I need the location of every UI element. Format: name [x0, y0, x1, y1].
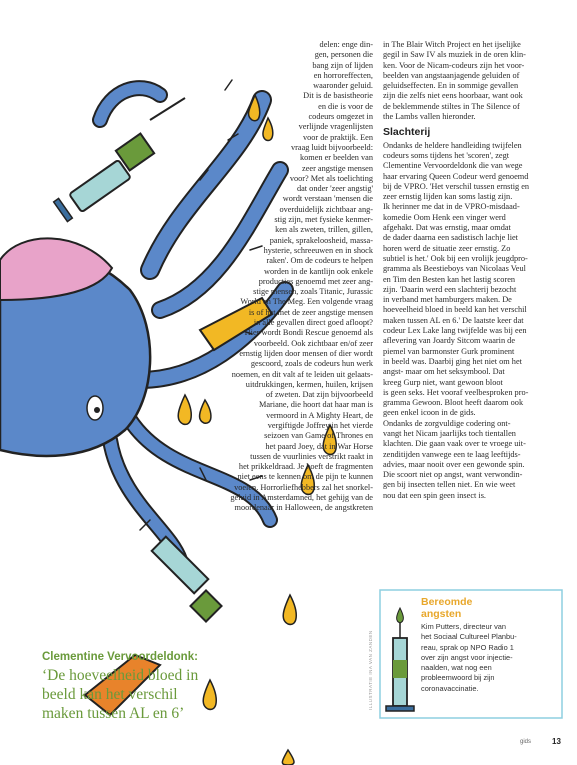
sidebar-title: [421, 596, 561, 620]
sidebar-body: [421, 622, 561, 694]
text-line: stige mensen, zoals Titanic, Jurassic: [253, 287, 373, 297]
pull-quote-name: Clementine Vervoordeldonk:: [42, 651, 198, 663]
text-line: zijn die zelfs niet eens hoorbaar, want ook: [383, 91, 523, 101]
page-number: 13: [552, 737, 561, 746]
pull-quote-line: maken tussen AL en 6’: [42, 705, 185, 722]
text-line: haar ervaring Queen Codeur werd genoemd: [383, 171, 529, 181]
text-line: World en The Meg. Een volgende vraag: [240, 297, 373, 307]
text-line: worden in de kantlijn ook enkele: [264, 266, 373, 276]
sidebar-text-line: over zijn angst voor injectie-: [421, 652, 513, 662]
text-line: gramma Gewoon. Bloot heeft daarom ook: [383, 398, 524, 408]
text-line: hysterie, schreeuwen en in shock: [263, 245, 373, 255]
text-line: het paard Joey, dat in War Horse: [265, 441, 373, 451]
sidebar-text-line: reau, sprak op NPO Radio 1: [421, 642, 514, 652]
text-line: vangt het Nicam jaarlijks toch tientallen: [383, 428, 516, 438]
text-line: verlijnde vragenlijsten: [298, 122, 373, 132]
text-line: codeurs omgezet in: [308, 112, 373, 122]
text-line: kreeg Gurp niet, want gewoon bloot: [383, 377, 503, 387]
sidebar-syringe-icon: [386, 608, 414, 711]
text-line: voelen. Horrorliefhebbers zal het snorkel-: [234, 482, 373, 492]
text-line: moordenaar in Halloween, de angstkreten: [234, 503, 373, 513]
text-line: vergiftigde Joffrey in het vierde: [267, 420, 373, 430]
sidebar-text-line: naalden, wat nog een: [421, 663, 492, 673]
article-column-1: [118, 40, 373, 514]
text-line: codeur Lex Lake lang twijfelde was bij een: [383, 326, 527, 336]
text-line: voor de praktijk. Een: [302, 132, 373, 142]
article-column-2: [383, 40, 555, 501]
text-line: paniek, sprakeloosheid, massa-: [269, 235, 373, 245]
text-line: Clementine Vervoordeldonk die van wege: [383, 161, 523, 171]
text-line: ken. Voor de Nicam-codeurs zijn het voor-: [383, 60, 525, 70]
text-line: voorbeeld. Ook zichtbaar en/of zeer: [253, 338, 373, 348]
text-line: zeer ernstig lijden kan soms lastig zijn.: [383, 192, 513, 202]
text-line: in alle gevallen direct goed afloopt?: [253, 318, 373, 328]
pull-quote-line: beeld kan het verschil: [42, 686, 178, 703]
text-line: waaronder geluid.: [313, 81, 373, 91]
text-line: zeer angstige mensen: [302, 163, 373, 173]
text-line: angst- maar om het seksymbool. Dat: [383, 367, 505, 377]
sidebar-text-line: probleemwoord bij zijn: [421, 673, 495, 683]
text-line: hoeveelheid bloed in beeld kan het verschil: [383, 305, 527, 315]
text-line: nou dat een spin geen insect is.: [383, 490, 486, 500]
text-line: afgehakt. Dat was ernstig, maar omdat: [383, 223, 511, 233]
text-line: Ondanks de heldere handleiding twijfelen: [383, 140, 522, 150]
text-line: vermoord in A Mighty Heart, de: [266, 410, 373, 420]
text-line: overduidelijk zichtbaar ang-: [279, 204, 373, 214]
text-line: stig zijn, met fysieke kenmer-: [274, 215, 373, 225]
sidebar-title-line: angsten: [421, 608, 462, 620]
text-line: voor? Met als toelichting: [289, 173, 373, 183]
sidebar-title-line: Bereomde: [421, 596, 473, 608]
footer-magazine: gids: [520, 739, 532, 745]
text-line: komen er beelden van: [299, 153, 373, 163]
text-line: klachten. Die gaan vaak over te vroege uit-: [383, 439, 526, 449]
text-line: Ik herinner me dat in de VPRO-misdaad-: [383, 202, 520, 212]
text-line: Hier wordt Bondi Rescue genoemd als: [244, 328, 373, 338]
text-line: of zweten. Dat zijn bijvoorbeeld: [265, 390, 373, 400]
text-line: codeurs soms tijdens het 'scoren', zegt: [383, 150, 510, 160]
text-line: komedie Oom Henk een vinger werd: [383, 212, 506, 222]
text-line: en Tim den Besten kan het lastig scoren: [383, 274, 516, 284]
text-line: Die scoort niet op angst, want verwondin-: [383, 470, 523, 480]
sidebar-text-line: Kim Putters, directeur van: [421, 622, 507, 631]
text-line: Mariane, die hoort dat haar man is: [258, 400, 373, 410]
text-line: beelden van angstaanjagende geluiden of: [383, 70, 520, 80]
text-line: Dit is de basistheorie: [303, 91, 373, 101]
sidebar-text-line: coronavaccinatie.: [421, 683, 479, 693]
text-line: en horroreffecten,: [313, 70, 373, 80]
text-line: het prikkeldraad. Je hoeft de fragmenten: [238, 462, 373, 472]
illustration-credit: ILLUSTRATIE INA VAN ZANDEN: [368, 630, 373, 710]
text-line: en die is voor de: [318, 101, 373, 111]
text-line: gen, personen die: [314, 50, 373, 60]
text-line: in beeld was. Daarbij ging het niet om het: [383, 356, 522, 366]
column-2-intro: [383, 40, 555, 122]
sidebar-box: [421, 596, 561, 694]
text-line: gescoord, zoals de codeurs hun werk: [250, 359, 373, 369]
text-line: is of het met de zeer angstige mensen: [248, 307, 373, 317]
text-line: bang zijn of lijden: [312, 60, 373, 70]
text-line: seizoen van Game of Thrones en: [264, 431, 373, 441]
text-line: ken als zweten, trillen, gillen,: [275, 225, 373, 235]
text-line: bij de VPRO. 'Het verschil tussen ernstig en: [383, 181, 530, 191]
text-line: the Lambs vallen hieronder.: [383, 112, 476, 122]
text-line: maken tussen AL en 6.' De laatste keer dat: [383, 315, 524, 325]
text-line: de dader daarna een sadistisch lachje liet: [383, 233, 518, 243]
text-line: geluid in Amsterdamned, het gehijg van de: [230, 493, 373, 503]
column-2-body: [383, 141, 555, 501]
text-line: Ondanks de zorgvuldige codering ont-: [383, 418, 511, 428]
text-line: subtiel is het.' Ook bij een vrolijk jeugdpro-: [383, 253, 528, 263]
text-line: uitdrukkingen, kermen, huilen, krijsen: [245, 379, 373, 389]
text-line: gegil in Saw IV als muziek in de oren klin-: [383, 50, 526, 60]
pull-quote-line: ‘De hoeveelheid bloed in: [42, 667, 199, 684]
text-line: is geen seks. Het vooraf veelbesproken pro-: [383, 387, 529, 397]
text-line: gen bij insecten tellen niet. En wie weet: [383, 480, 516, 490]
text-line: tussen de vuurlinies verstrikt raakt in: [250, 451, 373, 461]
text-line: producties genoemd met zeer ang-: [258, 276, 373, 286]
text-line: aflevering van Joardy Sitcom waarin de: [383, 336, 516, 346]
text-line: raken'. Om de codeurs te helpen: [266, 256, 373, 266]
text-line: in verband met hamburgers maken. De: [383, 295, 512, 305]
text-line: piemel van barmonster Gurk prominent: [383, 346, 515, 356]
text-line: in The Blair Witch Project en het ijselijke: [383, 40, 521, 49]
text-line: de beklemmende stiltes in The Silence of: [383, 101, 520, 111]
text-line: advies, maar nooit over een gewonde spin.: [383, 459, 525, 469]
text-line: niet eens te kennen om de pijn te kunnen: [237, 472, 373, 482]
text-line: zijn. 'Daarin werd een slachterij bezocht: [383, 284, 517, 294]
text-line: zenditijden vanwege een te laag leeftijds-: [383, 449, 521, 459]
text-line: horen werd de situatie zeer ernstig. Zo: [383, 243, 511, 253]
text-line: gramma als Beestieboys van Nicolaas Veul: [383, 264, 526, 274]
text-line: geen enkel icoon in de gids.: [383, 408, 476, 418]
text-line: vraag luidt bijvoorbeeld:: [290, 142, 373, 152]
syringe-bottom-icon: [152, 537, 222, 622]
section-heading: Slachterij: [383, 126, 431, 139]
text-line: noemen, en dit valt af te leiden uit gelaats-: [231, 369, 373, 379]
sidebar-text-line: het Sociaal Cultureel Planbu-: [421, 632, 517, 642]
text-line: geluidseffecten. En in sommige gevallen: [383, 81, 519, 91]
text-line: delen: enge din-: [319, 40, 373, 49]
text-line: wordt verstaan 'mensen die: [282, 194, 373, 204]
text-line: dat onder 'zeer angstig': [296, 184, 373, 194]
text-line: ernstig lijden door mensen of dier wordt: [239, 348, 373, 358]
